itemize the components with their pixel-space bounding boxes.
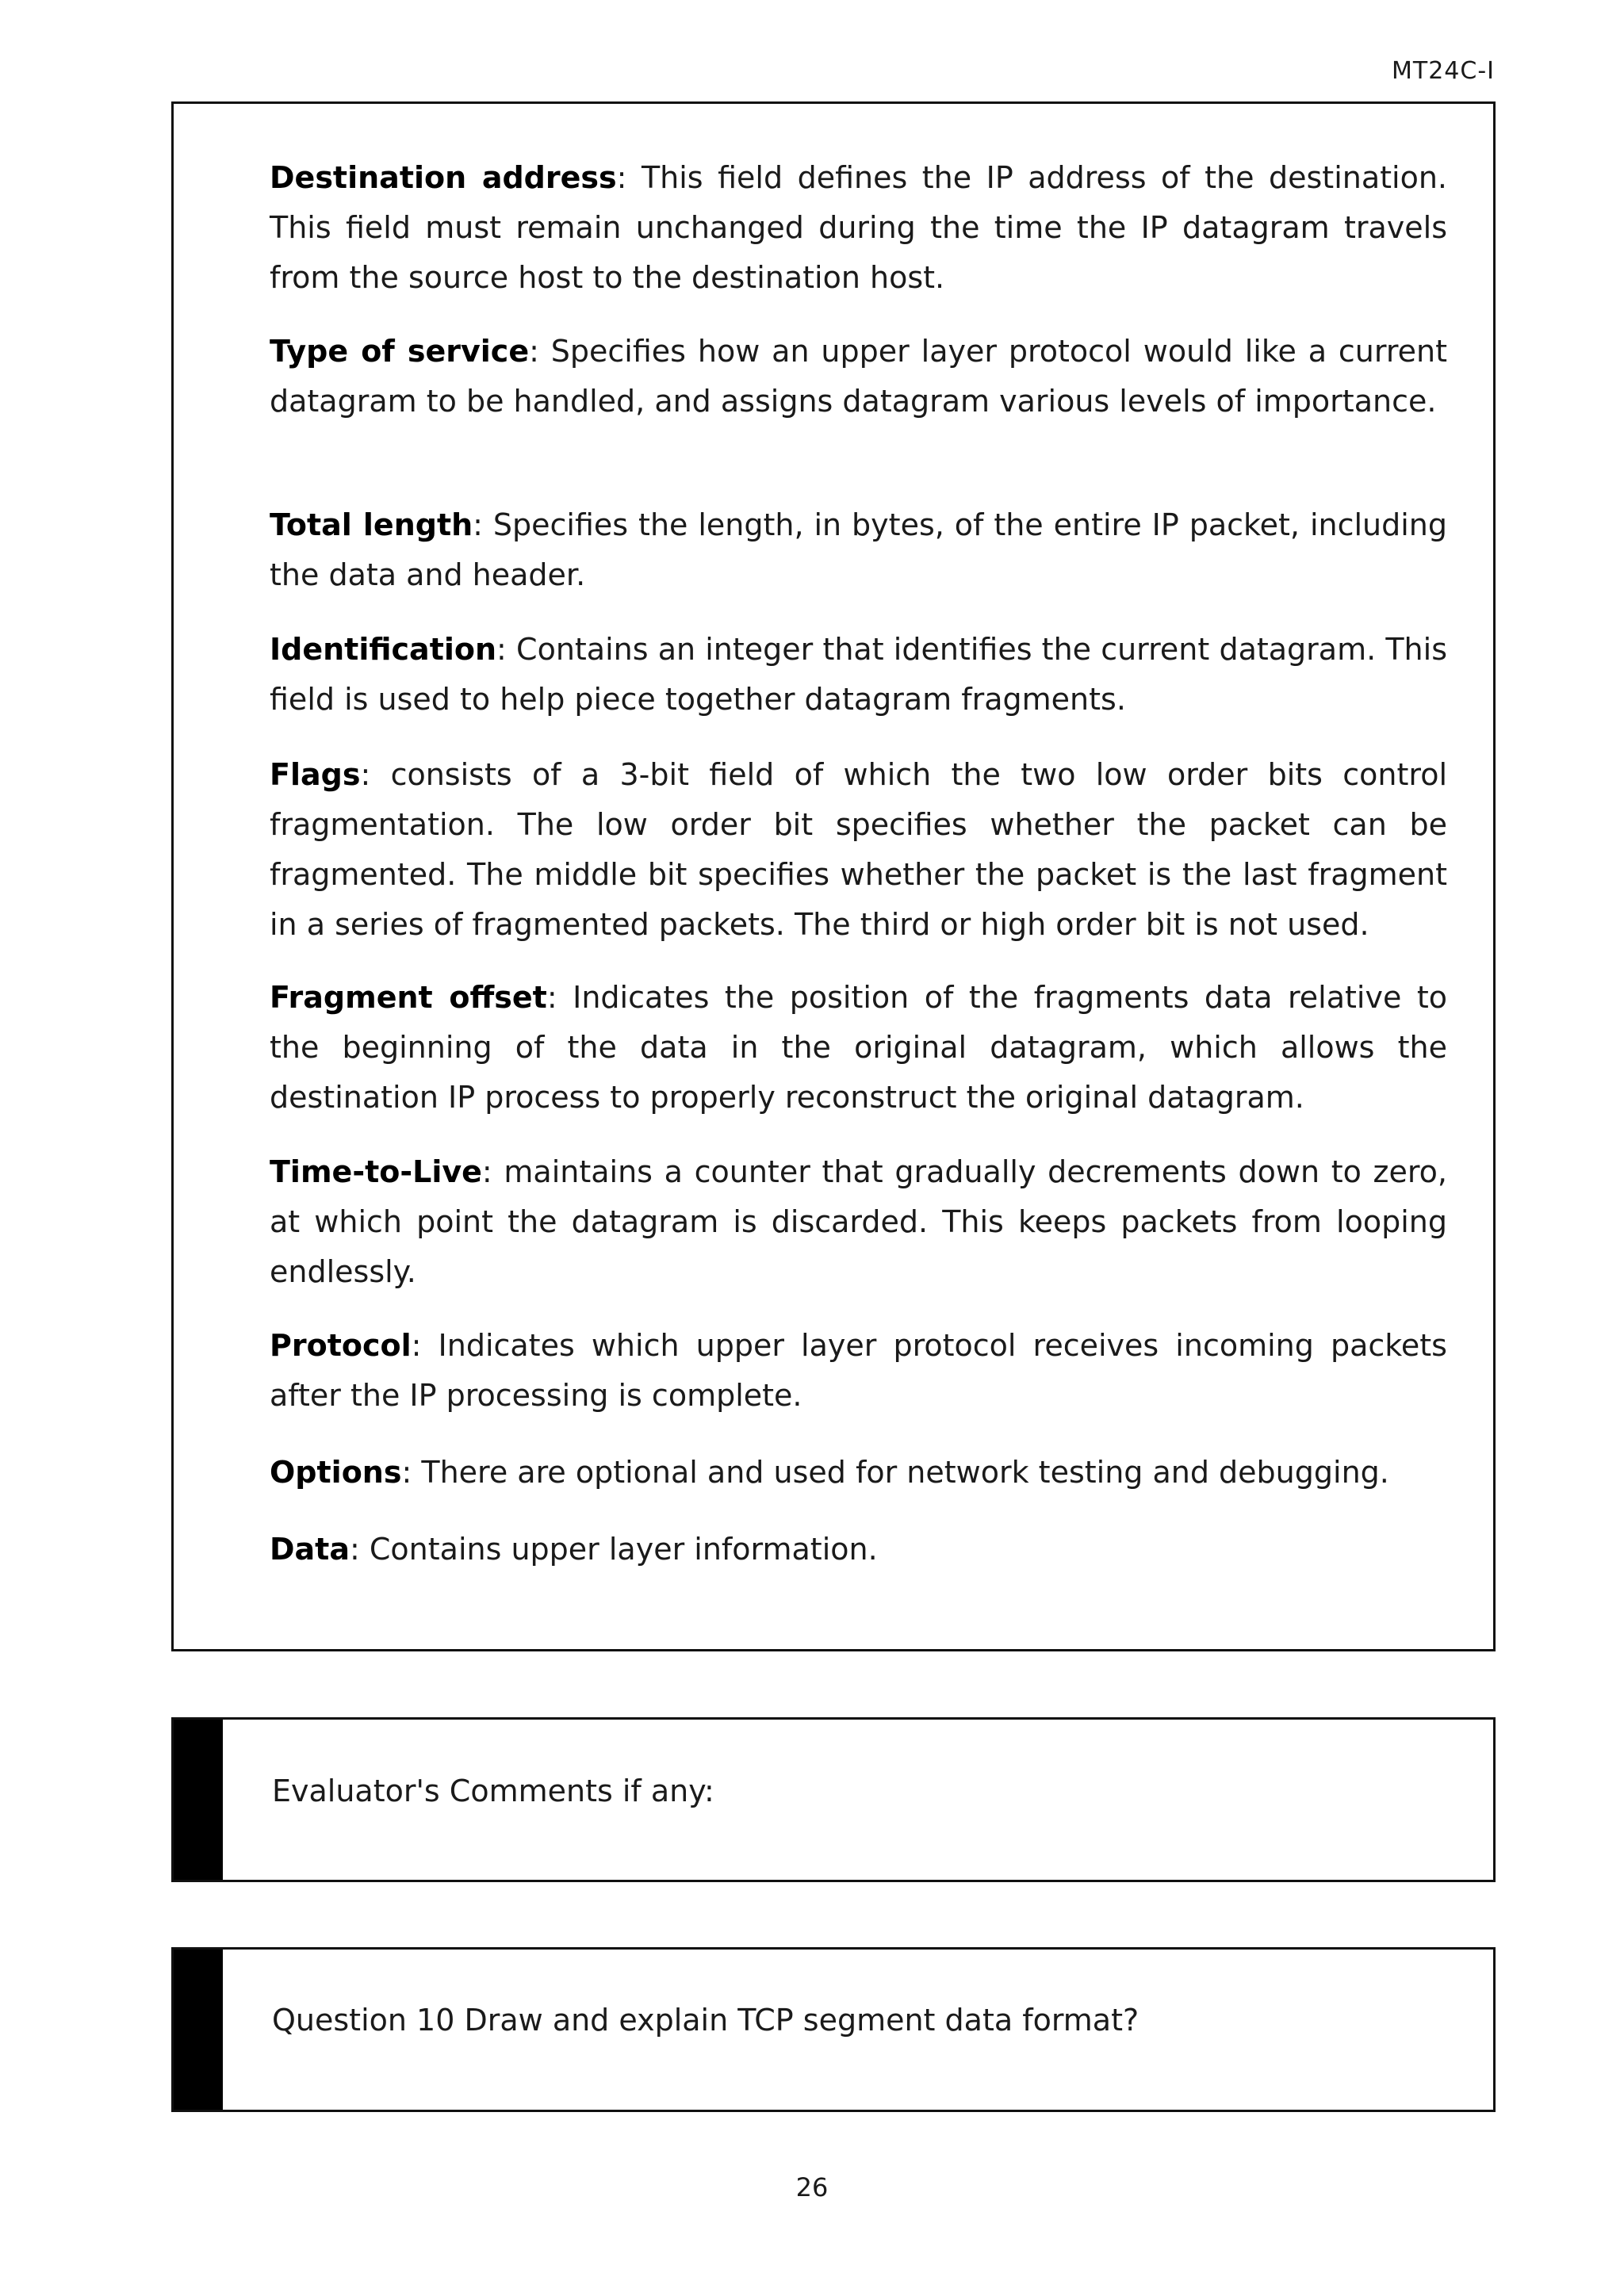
field-description: Contains an integer that identifies the current datagram. This field is used to help piece together datagram fragments. [270, 632, 1447, 717]
field-description: This field defines the IP address of the destination. This field must remain unchanged during the time the IP datagram travels from the source host to the destination host. [270, 160, 1448, 295]
question-box [171, 1947, 1496, 2112]
question-line [272, 2003, 1139, 2038]
field-term: Options [270, 1455, 402, 1490]
field-term: Protocol [270, 1328, 412, 1363]
header-code: MT24C-I [1391, 57, 1495, 85]
field-separator: : [411, 1328, 439, 1363]
field-total-length [270, 500, 1447, 600]
field-time-to-live [270, 1147, 1447, 1297]
field-term: Destination address [270, 160, 617, 195]
field-term: Identification [270, 632, 497, 667]
field-description: Contains upper layer information. [369, 1532, 878, 1567]
field-protocol [270, 1321, 1447, 1421]
field-destination-address [270, 153, 1447, 303]
field-term: Data [270, 1532, 350, 1567]
page-number: 26 [795, 2172, 829, 2202]
field-type-of-service [270, 327, 1447, 427]
field-description: Indicates the position of the fragments data relative to the beginning of the data in the original datagram, which allows the destination IP process to properly reconstruct the original datagram. [270, 980, 1448, 1115]
question-side-bar [174, 1950, 223, 2110]
field-term: Time-to-Live [270, 1154, 482, 1189]
field-flags [270, 750, 1447, 950]
field-term: Total length [270, 507, 473, 542]
field-separator: : [616, 160, 642, 195]
field-description: Specifies the length, in bytes, of the entire IP packet, including the data and header. [270, 507, 1448, 592]
field-description: maintains a counter that gradually decrements down to zero, at which point the datagram is discarded. This keeps packets from looping endlessly. [270, 1154, 1447, 1289]
field-fragment-offset [270, 973, 1447, 1123]
field-term: Flags [270, 757, 361, 792]
question-text: Draw and explain TCP segment data format? [454, 2003, 1139, 2038]
field-description: consists of a 3-bit field of which the two low order bits control fragmentation. The low order bit specifies whether the packet can be fragmented. The middle bit specifies whether the packet is the last fragment in a series of fragmented packets. The third or high order bit is not used. [270, 757, 1447, 942]
field-separator: : [529, 334, 551, 369]
field-separator: : [496, 632, 517, 667]
field-separator: : [473, 507, 493, 542]
field-data [270, 1525, 1447, 1575]
question-label: Question 10 [272, 2003, 455, 2038]
field-term: Fragment offset [270, 980, 547, 1015]
field-term: Type of service [270, 334, 530, 369]
field-separator: : [401, 1455, 422, 1490]
field-separator: : [546, 980, 573, 1015]
field-separator: : [350, 1532, 370, 1567]
field-separator: : [360, 757, 391, 792]
field-options [270, 1448, 1447, 1498]
field-identification [270, 625, 1447, 725]
field-separator: : [481, 1154, 504, 1189]
evaluator-comments-label: Evaluator's Comments if any: [272, 1774, 714, 1808]
evaluator-comments-box [171, 1717, 1496, 1882]
evaluator-side-bar [174, 1720, 223, 1880]
field-description: There are optional and used for network testing and debugging. [421, 1455, 1389, 1490]
field-description: Indicates which upper layer protocol receives incoming packets after the IP processing is complete. [270, 1328, 1447, 1413]
field-description: Specifies how an upper layer protocol would like a current datagram to be handled, and assigns datagram various levels of importance. [270, 334, 1448, 419]
